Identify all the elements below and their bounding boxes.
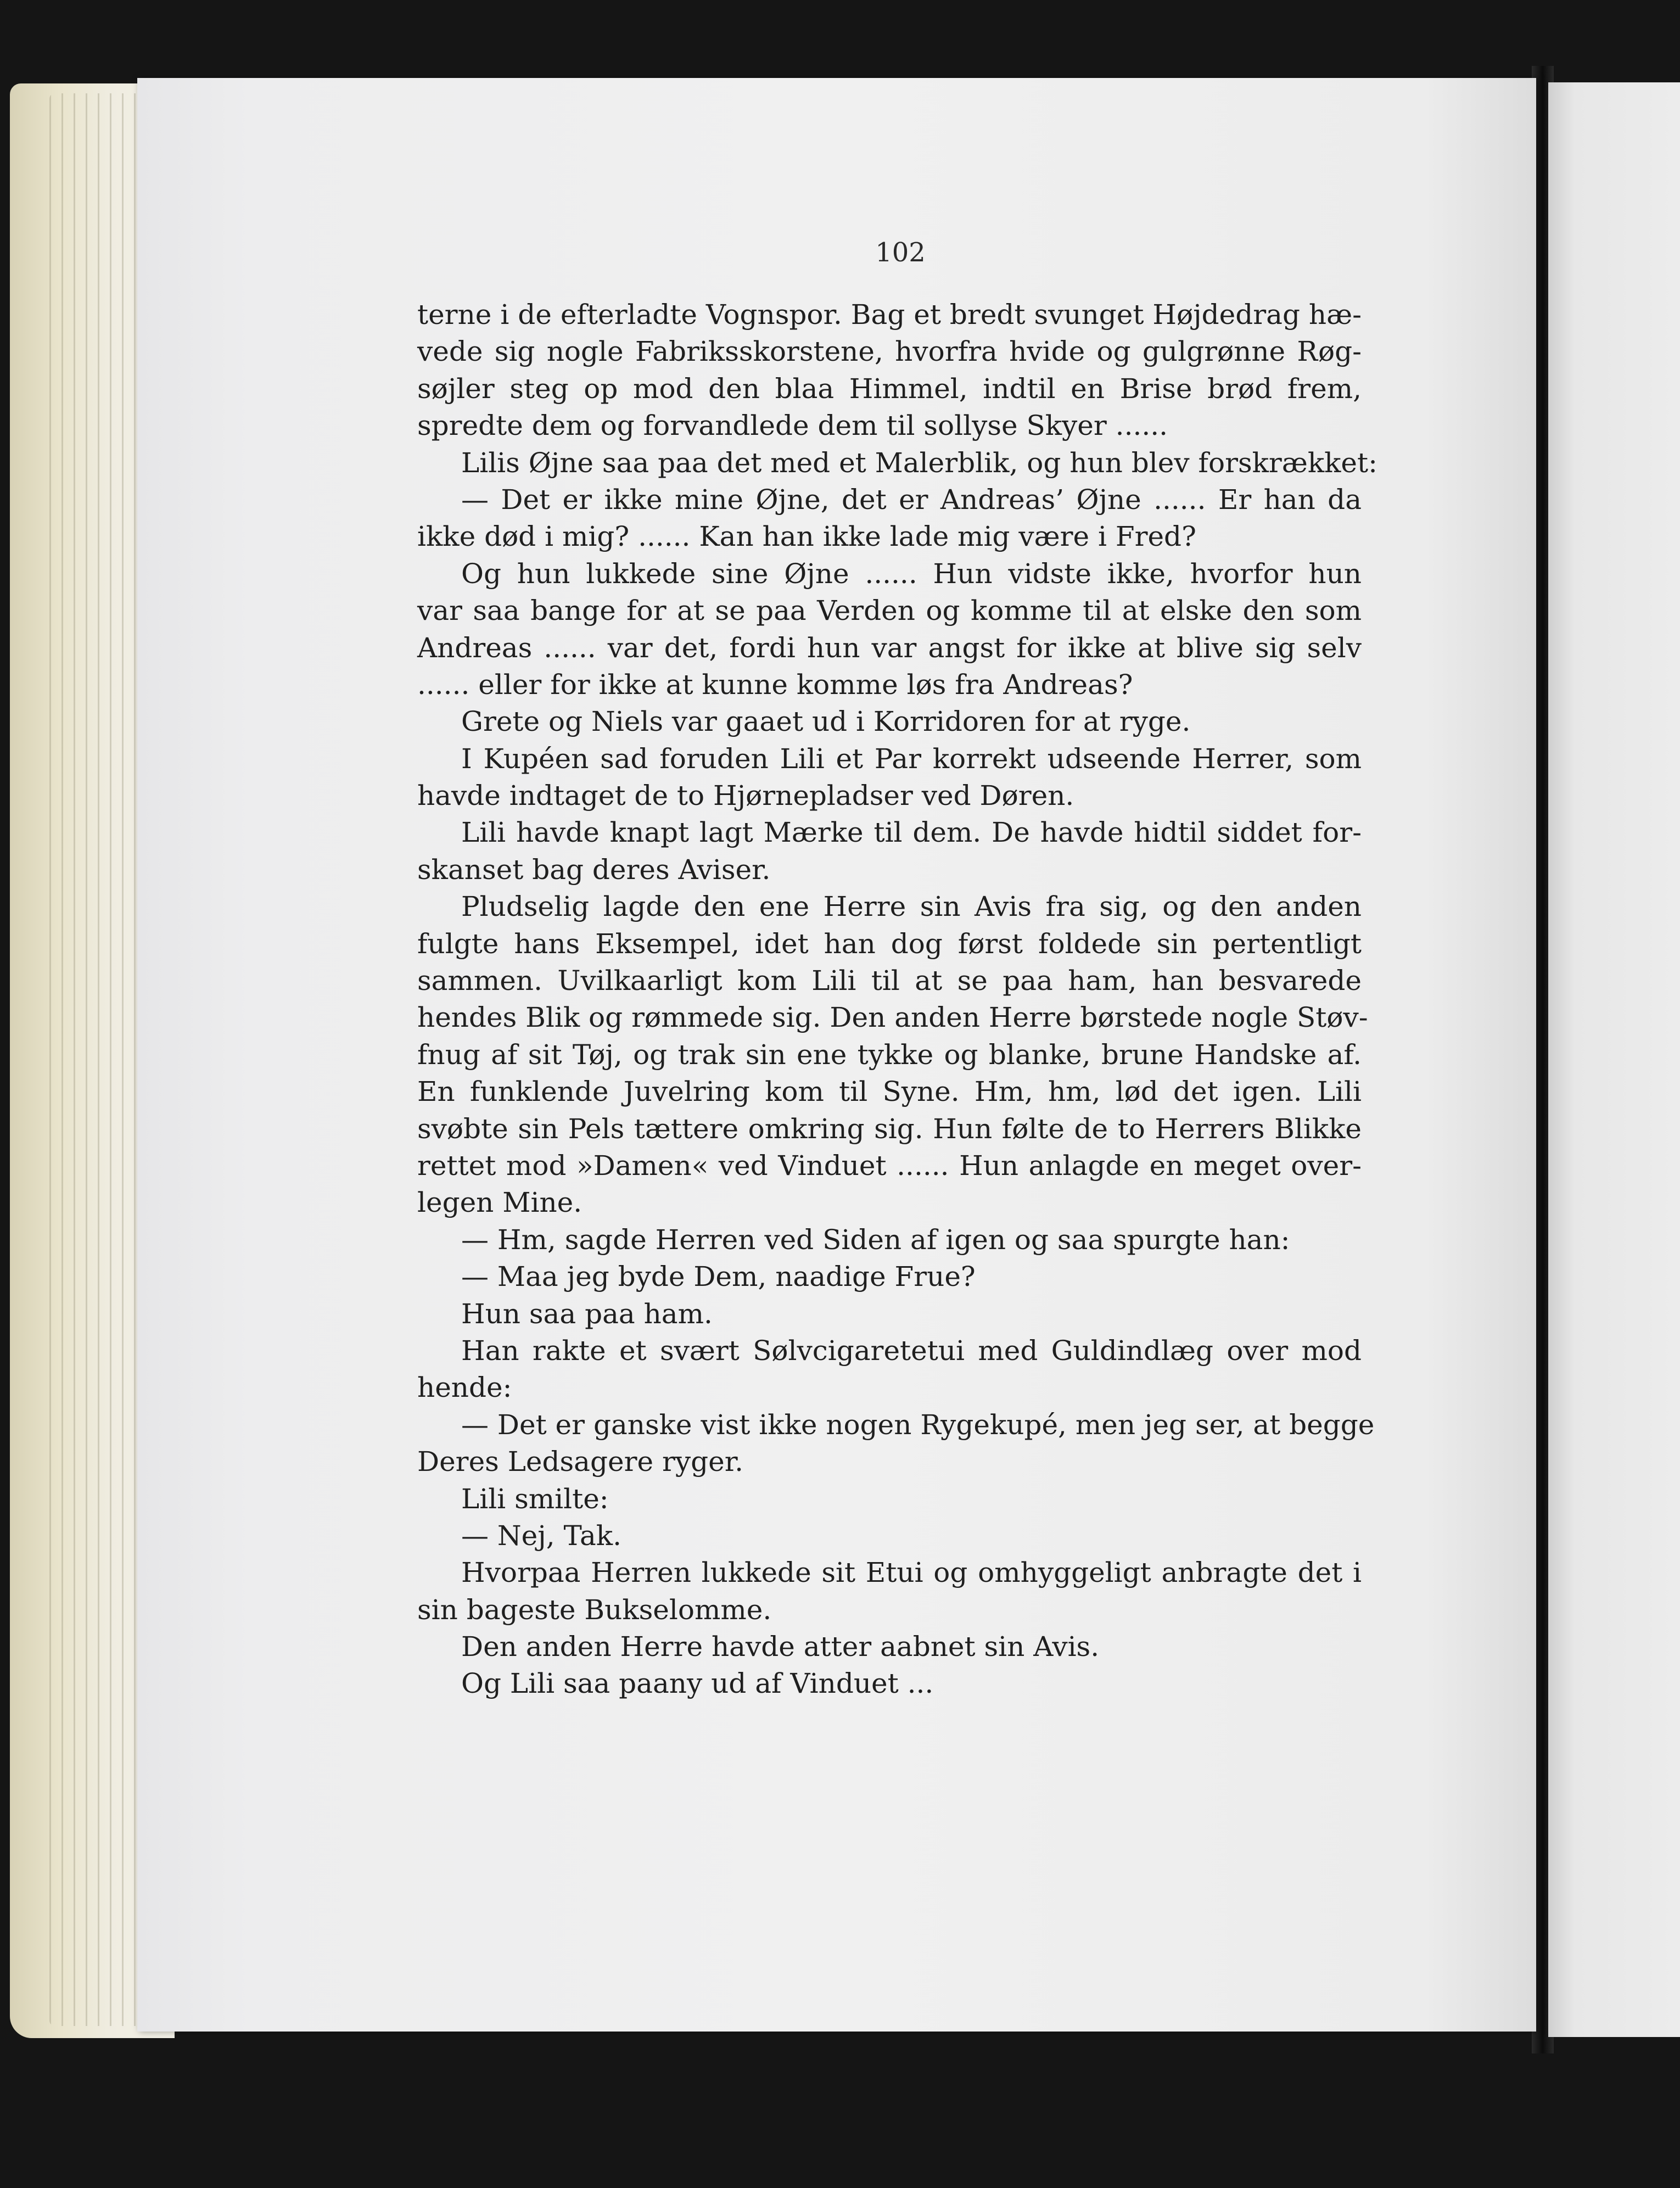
text-line: Og hun lukkede sine Øjne ...... Hun vidste ikke, hvorfor hun	[461, 557, 1362, 590]
text-line: fulgte hans Eksempel, idet han dog først foldede sin pertentligt	[417, 927, 1362, 960]
text-line: ikke død i mig? ...... Kan han ikke lade mig være i Fred?	[417, 521, 1196, 553]
text-line: hendes Blik og rømmede sig. Den anden Herre børstede nogle Støv-	[417, 1001, 1368, 1034]
text-line: Grete og Niels var gaaet ud i Korridoren for at ryge.	[461, 706, 1191, 738]
text-line: sin bageste Bukselomme.	[417, 1593, 772, 1626]
text-line: havde indtaget de to Hjørnepladser ved Døren.	[417, 780, 1074, 812]
page-number: 102	[875, 237, 926, 268]
facing-page-edge	[1548, 82, 1680, 2037]
text-line: sammen. Uvilkaarligt kom Lili til at se paa ham, han besvarede	[417, 965, 1362, 997]
text-line: ...... eller for ikke at kunne komme løs fra Andreas?	[417, 668, 1133, 701]
text-line: var saa bange for at se paa Verden og komme til at elske den som	[417, 595, 1362, 627]
text-line: rettet mod »Damen« ved Vinduet ...... Hun anlagde en meget over-	[417, 1149, 1362, 1182]
text-line: — Nej, Tak.	[461, 1519, 621, 1552]
text-line: søjler steg op mod den blaa Himmel, indtil en Brise brød frem,	[417, 372, 1362, 405]
text-line: legen Mine.	[417, 1187, 583, 1219]
text-line: terne i de efterladte Vognspor. Bag et bredt svunget Højdedrag hæ-	[417, 299, 1362, 331]
text-line: spredte dem og forvandlede dem til sollyse Skyer ......	[417, 410, 1168, 442]
text-line: Pludselig lagde den ene Herre sin Avis fra sig, og den anden	[461, 891, 1362, 923]
text-line: vede sig nogle Fabriksskorstene, hvorfra hvide og gulgrønne Røg-	[417, 335, 1362, 368]
text-line: — Maa jeg byde Dem, naadige Frue?	[461, 1261, 976, 1293]
body-text	[417, 296, 1377, 1703]
text-line: I Kupéen sad foruden Lili et Par korrekt udseende Herrer, som	[461, 742, 1362, 775]
text-line: Han rakte et svært Sølvcigaretetui med Guldindlæg over mod	[461, 1334, 1362, 1367]
text-line: Andreas ...... var det, fordi hun var angst for ikke at blive sig selv	[417, 631, 1362, 664]
text-line: Lili smilte:	[461, 1482, 609, 1515]
text-line: fnug af sit Tøj, og trak sin ene tykke og blanke, brune Handske af.	[417, 1038, 1362, 1071]
text-line: — Det er ganske vist ikke nogen Rygekupé, men jeg ser, at begge	[461, 1408, 1375, 1441]
text-line: Deres Ledsagere ryger.	[417, 1446, 744, 1478]
text-line: Hvorpaa Herren lukkede sit Etui og omhyggeligt anbragte det i	[461, 1557, 1362, 1589]
text-line: — Det er ikke mine Øjne, det er Andreas’ Øjne ...... Er han da	[461, 483, 1362, 516]
text-line: svøbte sin Pels tættere omkring sig. Hun følte de to Herrers Blikke	[417, 1112, 1362, 1145]
text-line: hende:	[417, 1372, 512, 1404]
text-line: Og Lili saa paany ud af Vinduet ...	[461, 1667, 934, 1700]
text-line: Lili havde knapt lagt Mærke til dem. De havde hidtil siddet for-	[461, 816, 1362, 849]
text-line: Den anden Herre havde atter aabnet sin Avis.	[461, 1631, 1100, 1663]
text-line: Lilis Øjne saa paa det med et Malerblik, og hun blev forskrækket:	[461, 446, 1377, 479]
text-line: — Hm, sagde Herren ved Siden af igen og saa spurgte han:	[461, 1223, 1290, 1256]
text-line: En funklende Juvelring kom til Syne. Hm, hm, lød det igen. Lili	[417, 1076, 1362, 1108]
text-line: skanset bag deres Aviser.	[417, 853, 771, 886]
text-line: Hun saa paa ham.	[461, 1297, 713, 1330]
